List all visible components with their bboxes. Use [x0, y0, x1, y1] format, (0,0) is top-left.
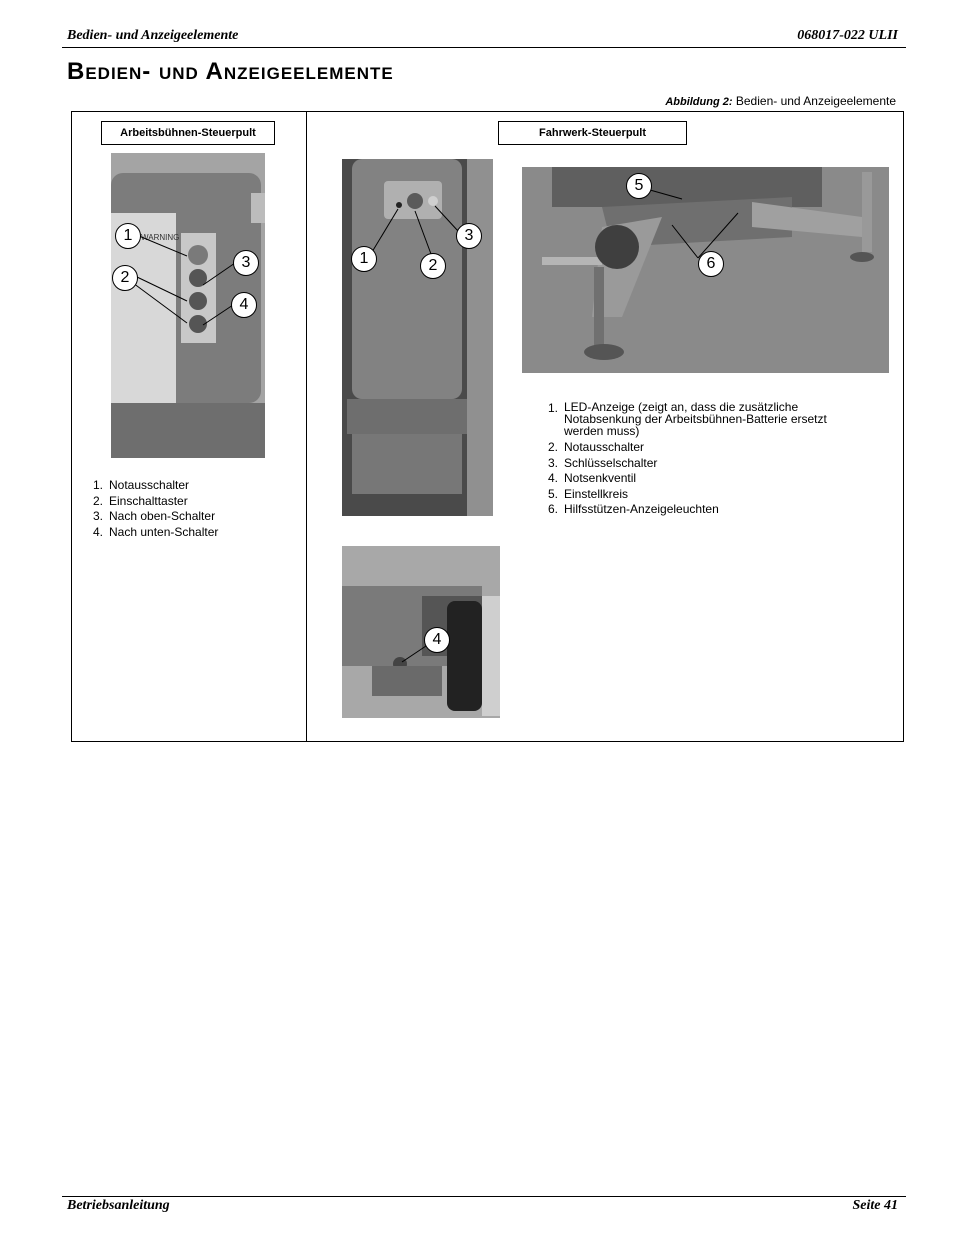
outrigger-callout-6: 6 [698, 251, 724, 277]
list-item: 2. Einschalttaster [93, 493, 188, 508]
base-callout-4: 4 [424, 627, 450, 653]
figure-caption [665, 94, 896, 108]
panel-divider [306, 111, 307, 742]
column-callout-3: 3 [456, 223, 482, 249]
list-item: 3. Nach oben-Schalter [93, 509, 216, 523]
list-item: 5. Einstellkreis [548, 486, 629, 501]
warning-sticker-text: WARNING [141, 233, 180, 242]
running-header-left: Bedien- und Anzeigeelemente [67, 28, 239, 43]
list-item: 3. Schlüsselschalter [548, 455, 658, 470]
list-item: 2. Notausschalter [548, 440, 645, 454]
platform-callout-1: 1 [115, 223, 141, 249]
column-callout-lines [342, 159, 493, 516]
base-callout-line [342, 546, 500, 718]
chassis-control-list [548, 401, 848, 518]
chassis-control-label: Fahrwerk-Steuerpult [498, 121, 687, 145]
footer-rule [62, 1196, 906, 1197]
running-header-right: 068017-022 ULII [797, 28, 898, 43]
figure-caption-text: Bedien- und Anzeigeelemente [735, 94, 896, 108]
list-item: 1. LED-Anzeige (zeigt an, dass die zusätzliche Notabsenkung der Arbeitsbühnen-Batterie ersetzt werden muss) [548, 400, 827, 438]
list-item: 4. Nach unten-Schalter [93, 524, 219, 539]
outrigger-callout-5: 5 [626, 173, 652, 199]
header-rule [62, 47, 906, 48]
list-item: 1. Notausschalter [93, 478, 190, 492]
page-number: Seite 41 [852, 1198, 898, 1213]
running-footer-left: Betriebsanleitung [67, 1198, 170, 1213]
platform-control-label: Arbeitsbühnen-Steuerpult [101, 121, 275, 145]
column-callout-1: 1 [351, 246, 377, 272]
platform-callout-3: 3 [233, 250, 259, 276]
list-item: 4. Notsenkventil [548, 471, 637, 485]
platform-callout-4: 4 [231, 292, 257, 318]
page-title: Bedien- und Anzeigeelemente [67, 58, 394, 85]
platform-callout-2: 2 [112, 265, 138, 291]
platform-control-list [93, 478, 298, 540]
list-item: 6. Hilfsstützen-Anzeigeleuchten [548, 502, 719, 516]
column-callout-2: 2 [420, 253, 446, 279]
figure-caption-label: Abbildung 2: [665, 96, 733, 108]
